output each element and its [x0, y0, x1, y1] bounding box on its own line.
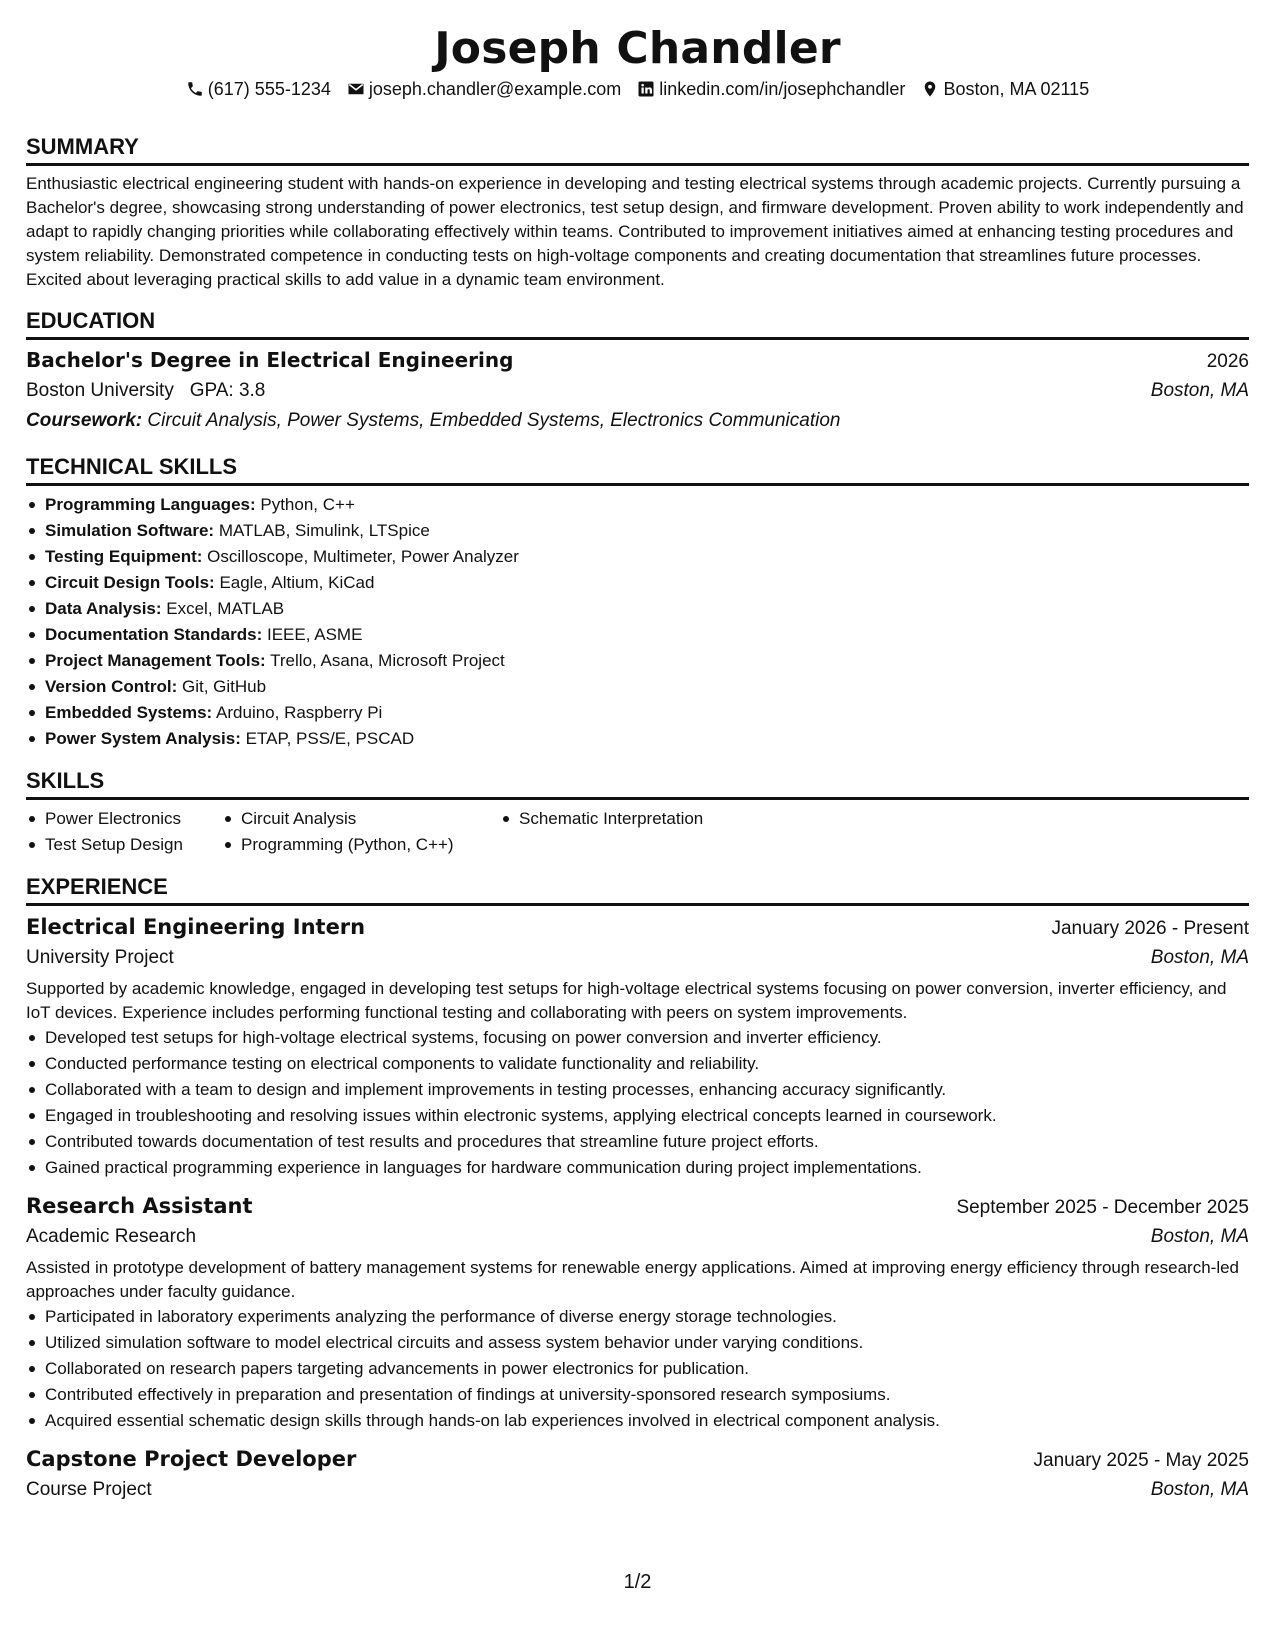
job-description: Assisted in prototype development of battery management systems for renewable energy applications. Aimed at improving energy efficiency through research-led approaches under faculty guidance.	[26, 1258, 1240, 1301]
education-heading: EDUCATION	[26, 308, 1249, 340]
skill-label: Programming Languages:	[45, 495, 256, 514]
skill-label: Circuit Design Tools:	[45, 573, 215, 592]
job-org-row	[26, 1222, 1249, 1252]
linkedin-text: linkedin.com/in/josephchandler	[659, 79, 906, 99]
job-dates: January 2025 - May 2025	[1033, 1450, 1249, 1471]
list-item: Circuit Analysis	[222, 806, 500, 832]
technical-skills-heading: TECHNICAL SKILLS	[26, 454, 1249, 486]
job-description: Supported by academic knowledge, engaged in developing test setups for high-voltage electrical systems focusing on power conversion, inverter efficiency, and IoT devices. Experience includes performing functional testing and collaborating with peers on system improvements.	[26, 979, 1227, 1022]
gpa: GPA: 3.8	[189, 380, 266, 401]
skill-value: IEEE, ASME	[266, 625, 363, 644]
phone-text: (617) 555-1234	[207, 79, 331, 99]
skill-label: Data Analysis:	[45, 599, 162, 618]
skill-label: Embedded Systems:	[45, 703, 213, 722]
education-section	[26, 308, 1249, 436]
location-text: Boston, MA 02115	[943, 79, 1090, 99]
list-item	[26, 700, 1249, 726]
job-org: Course Project	[26, 1479, 152, 1500]
education-school-row	[26, 376, 1249, 406]
skill-label: Simulation Software:	[45, 521, 215, 540]
summary-section	[26, 134, 1249, 292]
list-item	[26, 674, 1249, 700]
list-item: Power Electronics	[26, 806, 222, 832]
job-title: Research Assistant	[26, 1194, 253, 1218]
list-item	[26, 726, 1249, 752]
coursework-label: Coursework:	[26, 410, 143, 431]
list-item: Schematic Interpretation	[500, 806, 760, 832]
job-title-row	[26, 1444, 1249, 1475]
job-title-row	[26, 1191, 1249, 1222]
list-item: Participated in laboratory experiments analyzing the performance of diverse energy storage technologies.	[26, 1304, 1249, 1330]
experience-section	[26, 874, 1249, 1505]
skill-label: Power System Analysis:	[45, 729, 241, 748]
education-degree-row	[26, 346, 1249, 376]
list-item: Contributed effectively in preparation and presentation of findings at university-sponsored research symposiums.	[26, 1382, 1249, 1408]
list-item: Utilized simulation software to model electrical circuits and assess system behavior under varying conditions.	[26, 1330, 1249, 1356]
school-location: Boston, MA	[1150, 380, 1249, 401]
experience-entry	[26, 1191, 1249, 1434]
list-item: Acquired essential schematic design skills through hands-on lab experiences involved in electrical component analysis.	[26, 1408, 1249, 1434]
skill-value: Excel, MATLAB	[166, 599, 285, 618]
list-item: Collaborated with a team to design and implement improvements in testing processes, enhancing accuracy significantly.	[26, 1077, 1249, 1103]
linkedin-icon	[637, 80, 655, 98]
skill-value: Arduino, Raspberry Pi	[216, 703, 383, 722]
skill-value: ETAP, PSS/E, PSCAD	[245, 729, 415, 748]
job-org: University Project	[26, 947, 174, 968]
skill-label: Project Management Tools:	[45, 651, 266, 670]
technical-skills-section	[26, 454, 1249, 752]
skill-value: Eagle, Altium, KiCad	[219, 573, 375, 592]
school-line	[26, 376, 265, 406]
job-dates: September 2025 - December 2025	[956, 1197, 1249, 1218]
job-org-row	[26, 943, 1249, 973]
list-item	[26, 518, 1249, 544]
job-title: Capstone Project Developer	[26, 1447, 357, 1471]
list-item	[26, 492, 1249, 518]
envelope-icon	[347, 80, 365, 98]
list-item: Programming (Python, C++)	[222, 832, 500, 858]
job-bullets	[26, 1304, 1249, 1434]
candidate-name: Joseph Chandler	[434, 23, 841, 74]
job-location: Boston, MA	[1150, 1226, 1249, 1247]
skill-label: Testing Equipment:	[45, 547, 203, 566]
job-title: Electrical Engineering Intern	[26, 915, 366, 939]
list-item	[26, 544, 1249, 570]
skill-label: Documentation Standards:	[45, 625, 263, 644]
list-item: Test Setup Design	[26, 832, 222, 858]
degree-title: Bachelor's Degree in Electrical Engineering	[26, 348, 514, 372]
skill-label: Version Control:	[45, 677, 178, 696]
experience-heading: EXPERIENCE	[26, 874, 1249, 906]
coursework-line	[26, 406, 1249, 436]
list-item: Conducted performance testing on electrical components to validate functionality and reliability.	[26, 1051, 1249, 1077]
job-dates: January 2026 - Present	[1051, 918, 1249, 939]
map-pin-icon	[921, 80, 939, 98]
experience-entry	[26, 1444, 1249, 1505]
skill-value: Git, GitHub	[181, 677, 267, 696]
skill-value: Python, C++	[260, 495, 355, 514]
list-item: Developed test setups for high-voltage electrical systems, focusing on power conversion and inverter efficiency.	[26, 1025, 1249, 1051]
contact-phone[interactable]	[186, 78, 331, 100]
phone-icon	[186, 80, 204, 98]
page-number: 1/2	[623, 1571, 652, 1593]
job-org: Academic Research	[26, 1226, 197, 1247]
skill-value: MATLAB, Simulink, LTSpice	[218, 521, 430, 540]
job-location: Boston, MA	[1150, 1479, 1249, 1500]
list-item: Collaborated on research papers targeting advancements in power electronics for publication.	[26, 1356, 1249, 1382]
technical-skills-list	[26, 492, 1249, 752]
job-location: Boston, MA	[1150, 947, 1249, 968]
summary-text: Enthusiastic electrical engineering student with hands-on experience in developing and testing electrical systems through academic projects. Currently pursuing a Bachelor's degree, showcasing strong understanding of power electronics, test setup design, and firmware development. Proven ability to work independently and adapt to rapidly changing priorities while collaborating effectively within teams. Contributed to improvement initiatives aimed at enhancing testing procedures and system reliability. Demonstrated competence in conducting tests on high-voltage components and creating documentation that streamlines future processes. Excited about leveraging practical skills to add value in a dynamic team environment.	[26, 174, 1244, 289]
contact-bar	[26, 78, 1249, 100]
contact-linkedin[interactable]	[637, 78, 905, 100]
list-item	[26, 648, 1249, 674]
contact-location	[921, 78, 1089, 100]
job-bullets	[26, 1025, 1249, 1181]
experience-entry	[26, 912, 1249, 1181]
skills-list	[26, 806, 1249, 858]
list-item: Gained practical programming experience in languages for hardware communication during project implementations.	[26, 1155, 1249, 1181]
degree-year: 2026	[1206, 351, 1249, 372]
summary-heading: SUMMARY	[26, 134, 1249, 166]
job-org-row	[26, 1475, 1249, 1505]
school-name: Boston University	[26, 380, 174, 401]
email-text: joseph.chandler@example.com	[368, 79, 622, 99]
list-item: Engaged in troubleshooting and resolving issues within electronic systems, applying electrical concepts learned in coursework.	[26, 1103, 1249, 1129]
skill-value: Oscilloscope, Multimeter, Power Analyzer	[207, 547, 519, 566]
list-item	[26, 596, 1249, 622]
skills-section	[26, 768, 1249, 858]
list-item	[26, 622, 1249, 648]
resume-page	[26, 0, 1249, 1505]
skill-value: Trello, Asana, Microsoft Project	[270, 651, 505, 670]
job-title-row	[26, 912, 1249, 943]
skills-heading: SKILLS	[26, 768, 1249, 800]
list-item	[26, 570, 1249, 596]
contact-email[interactable]	[347, 78, 621, 100]
list-item: Contributed towards documentation of test results and procedures that streamline future project efforts.	[26, 1129, 1249, 1155]
coursework-list: Circuit Analysis, Power Systems, Embedded Systems, Electronics Communication	[147, 410, 841, 431]
